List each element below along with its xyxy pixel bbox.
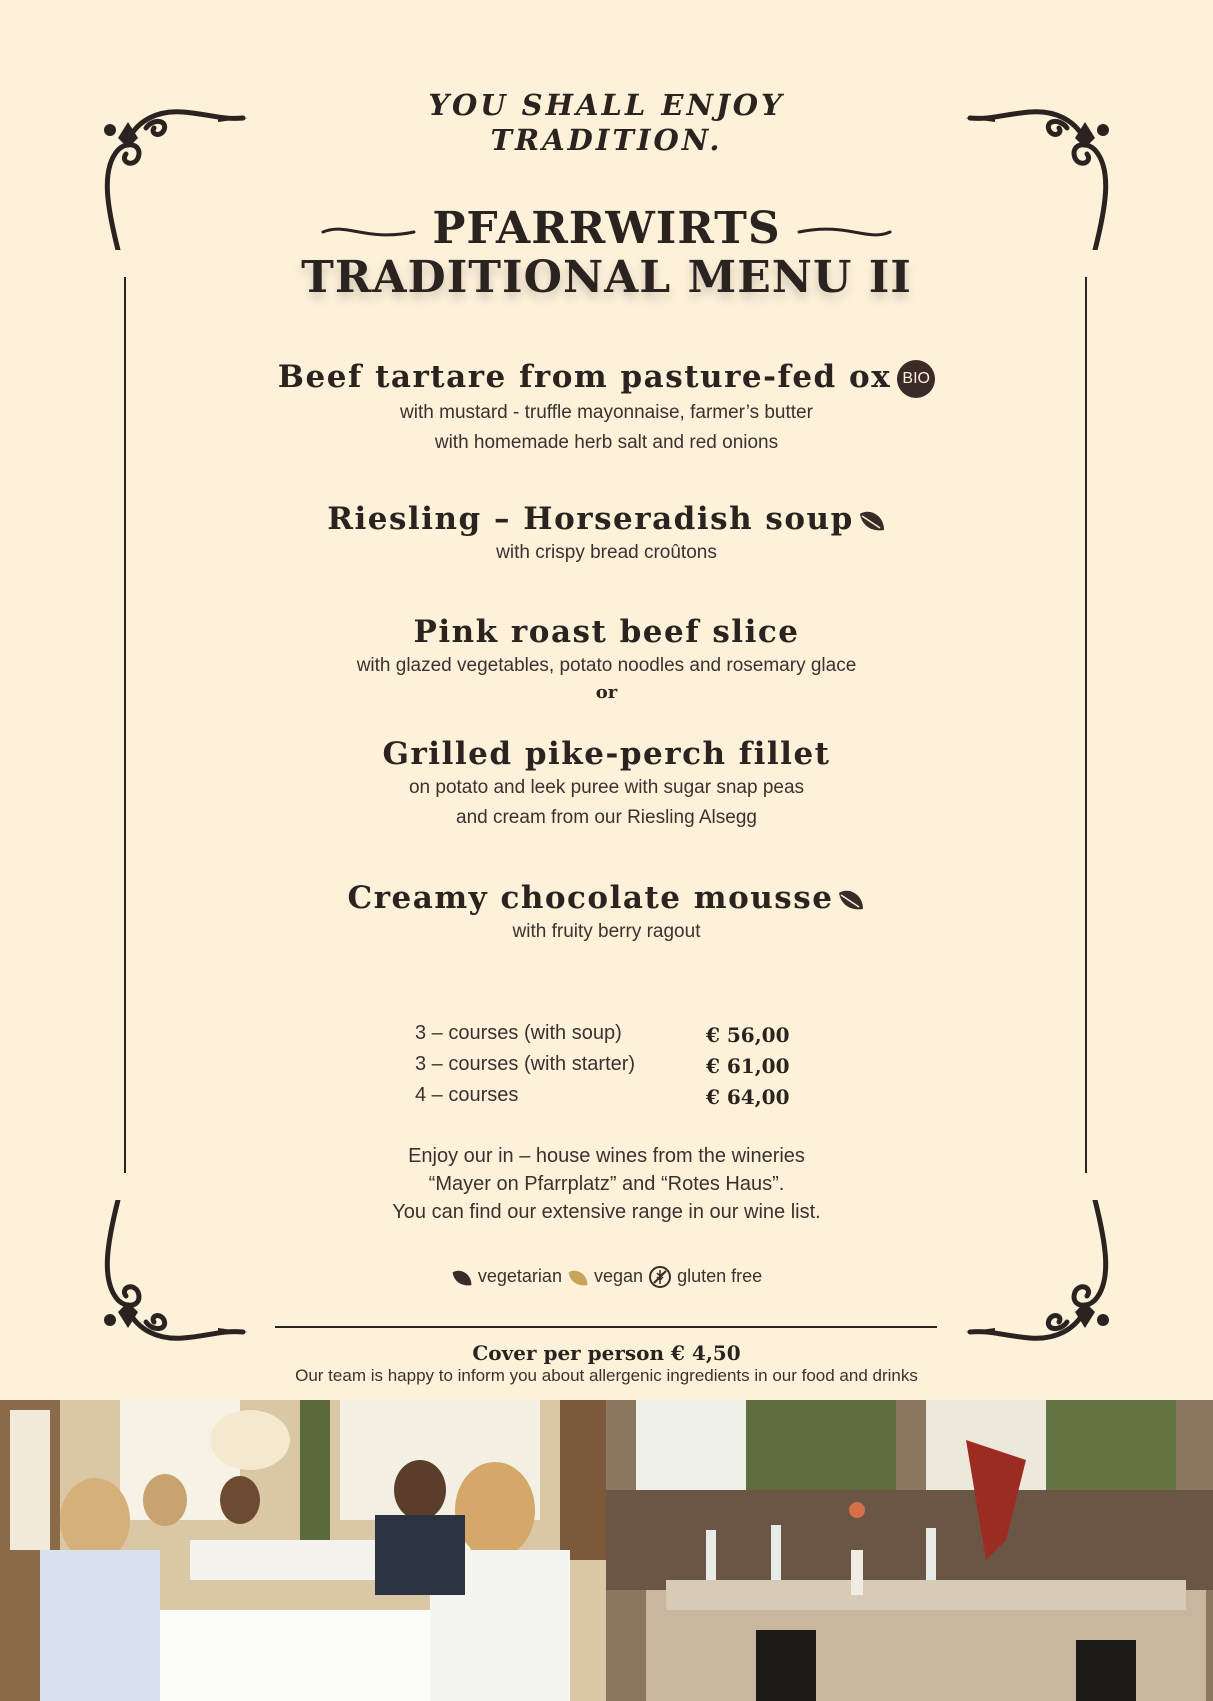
course-name: Riesling – Horseradish soup <box>327 501 854 537</box>
vegetarian-leaf-icon <box>858 510 886 532</box>
course-desc-line: and cream from our Riesling Alsegg <box>456 807 757 828</box>
tagline <box>0 88 1213 158</box>
price-value: € 56,00 <box>706 1023 790 1047</box>
vegan-leaf-icon <box>567 1269 589 1287</box>
price-list <box>415 1018 815 1111</box>
wine-note-line: Enjoy our in – house wines from the wineries <box>408 1145 805 1167</box>
course-beef-tartare <box>0 358 1213 458</box>
course-desc-line: with mustard - truffle mayonnaise, farmer’s butter <box>400 401 813 423</box>
dining-room-illustration <box>0 1400 606 1701</box>
legend-vegetarian <box>451 1263 562 1289</box>
course-desc-line: on potato and leek puree with sugar snap peas <box>408 777 805 798</box>
price-label: 4 – courses <box>415 1084 519 1106</box>
or-separator: or <box>595 682 618 703</box>
course-name: Grilled pike-perch fillet <box>382 736 831 772</box>
course-name: Pink roast beef slice <box>413 614 800 650</box>
menu-title <box>0 205 1213 303</box>
wine-note <box>0 1142 1213 1226</box>
price-label: 3 – courses (with soup) <box>415 1022 622 1044</box>
gluten-free-icon <box>648 1265 672 1289</box>
course-desc-line: with crispy bread croûtons <box>496 542 717 563</box>
wine-note-line: You can find our extensive range in our wine list. <box>392 1201 821 1223</box>
course-desc-line: with glazed vegetables, potato noodles and rosemary glace <box>356 655 857 676</box>
price-label: 3 – courses (with starter) <box>415 1053 636 1075</box>
vegetarian-leaf-icon <box>837 889 865 911</box>
set-table-illustration <box>606 1400 1213 1701</box>
price-value: € 64,00 <box>706 1085 790 1109</box>
course-roast-beef <box>0 613 1213 705</box>
course-pike-perch <box>0 735 1213 833</box>
cover-charge: Cover per person € 4,50 <box>472 1341 741 1365</box>
legend-vegetarian-label: vegetarian <box>477 1266 562 1287</box>
course-chocolate-mousse <box>0 879 1213 947</box>
price-value: € 61,00 <box>706 1054 790 1078</box>
course-riesling-soup <box>0 500 1213 568</box>
tagline-line-2: TRADITION. <box>490 123 723 157</box>
legend-vegan <box>567 1263 643 1289</box>
price-row <box>415 1080 815 1111</box>
vegetarian-leaf-icon <box>451 1269 473 1287</box>
course-desc-line: with homemade herb salt and red onions <box>434 431 779 453</box>
legend-gluten-free <box>648 1263 762 1289</box>
course-name: Beef tartare from pasture-fed ox <box>277 359 892 395</box>
course-desc-line: with fruity berry ragout <box>512 921 701 942</box>
swash-right-icon <box>797 224 892 240</box>
price-row <box>415 1049 815 1080</box>
swash-left-icon <box>321 224 416 240</box>
tagline-line-1: YOU SHALL ENJOY <box>428 88 785 122</box>
allergen-note: Our team is happy to inform you about allergenic ingredients in our food and drinks <box>295 1366 918 1385</box>
legend-vegan-label: vegan <box>593 1266 644 1287</box>
photo-set-table <box>606 1400 1213 1701</box>
legend-gluten-free-label: gluten free <box>677 1266 763 1287</box>
course-name: Creamy chocolate mousse <box>347 880 834 916</box>
title-line-2: TRADITIONAL MENU II <box>301 252 912 303</box>
price-row <box>415 1018 815 1049</box>
wine-note-line: “Mayer on Pfarrplatz” and “Rotes Haus”. <box>428 1173 785 1195</box>
bio-badge: BIO <box>897 360 935 398</box>
title-line-1: PFARRWIRTS <box>432 203 781 254</box>
diet-legend <box>0 1262 1213 1289</box>
photo-guests-dining <box>0 1400 606 1701</box>
footer-divider <box>275 1326 937 1328</box>
